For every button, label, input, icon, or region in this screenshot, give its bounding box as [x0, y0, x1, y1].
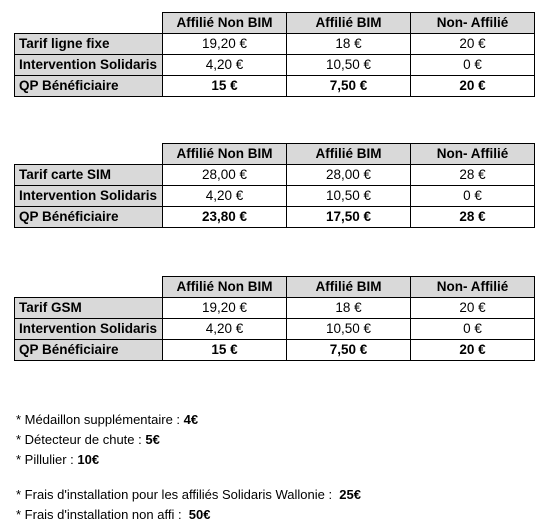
- options-list: [16, 410, 198, 470]
- row-label: Tarif carte SIM: [15, 165, 163, 186]
- row-label: QP Bénéficiaire: [15, 340, 163, 361]
- table-row: [15, 165, 535, 186]
- table-cell: 4,20 €: [163, 55, 287, 76]
- table-row: [15, 298, 535, 319]
- table-cell: 0 €: [411, 186, 535, 207]
- table-header-row: [15, 277, 535, 298]
- installation-price: 25€: [339, 487, 361, 502]
- table-cell: 4,20 €: [163, 186, 287, 207]
- column-header-affilie-non-bim: Affilié Non BIM: [163, 277, 287, 298]
- installation-item-non-affilies: [16, 505, 361, 525]
- empty-corner-cell: [15, 277, 163, 298]
- table-cell: 23,80 €: [163, 207, 287, 228]
- option-label: * Pillulier :: [16, 452, 78, 467]
- installation-label: * Frais d'installation non affi :: [16, 507, 189, 522]
- table-cell: 10,50 €: [287, 186, 411, 207]
- table-cell: 20 €: [411, 76, 535, 97]
- table-cell: 0 €: [411, 55, 535, 76]
- table-cell: 18 €: [287, 298, 411, 319]
- installation-label: * Frais d'installation pour les affiliés Solidaris Wallonie :: [16, 487, 340, 502]
- installation-fees-list: [16, 485, 361, 525]
- table-cell: 20 €: [411, 298, 535, 319]
- row-label: Intervention Solidaris: [15, 186, 163, 207]
- table-cell: 10,50 €: [287, 55, 411, 76]
- table-row-total: [15, 76, 535, 97]
- table-cell: 0 €: [411, 319, 535, 340]
- column-header-affilie-non-bim: Affilié Non BIM: [163, 144, 287, 165]
- table-cell: 15 €: [163, 76, 287, 97]
- column-header-non-affilie: Non- Affilié: [411, 144, 535, 165]
- table-cell: 28 €: [411, 165, 535, 186]
- table-cell: 28 €: [411, 207, 535, 228]
- table-cell: 20 €: [411, 340, 535, 361]
- tarif-gsm-table: [14, 276, 535, 361]
- table-cell: 15 €: [163, 340, 287, 361]
- installation-item-affilies: [16, 485, 361, 505]
- installation-price: 50€: [188, 507, 211, 522]
- table-row: [15, 186, 535, 207]
- column-header-non-affilie: Non- Affilié: [411, 13, 535, 34]
- tarif-ligne-fixe-table: [14, 12, 535, 97]
- table-cell: 17,50 €: [287, 207, 411, 228]
- table-cell: 28,00 €: [163, 165, 287, 186]
- table-cell: 19,20 €: [163, 34, 287, 55]
- row-label: Tarif GSM: [15, 298, 163, 319]
- row-label: QP Bénéficiaire: [15, 76, 163, 97]
- table-cell: 7,50 €: [287, 340, 411, 361]
- empty-corner-cell: [15, 144, 163, 165]
- table-header-row: [15, 144, 535, 165]
- option-item-medaillon: [16, 410, 198, 430]
- table-cell: 7,50 €: [287, 76, 411, 97]
- row-label: QP Bénéficiaire: [15, 207, 163, 228]
- table-row-total: [15, 207, 535, 228]
- column-header-affilie-non-bim: Affilié Non BIM: [163, 13, 287, 34]
- row-label: Intervention Solidaris: [15, 319, 163, 340]
- row-label: Tarif ligne fixe: [15, 34, 163, 55]
- table-row: [15, 34, 535, 55]
- option-price: 10€: [77, 452, 100, 467]
- table-cell: 10,50 €: [287, 319, 411, 340]
- table-cell: 18 €: [287, 34, 411, 55]
- table-cell: 19,20 €: [163, 298, 287, 319]
- row-label: Intervention Solidaris: [15, 55, 163, 76]
- tarif-carte-sim-table: [14, 143, 535, 228]
- option-label: * Détecteur de chute :: [16, 432, 146, 447]
- table-cell: 28,00 €: [287, 165, 411, 186]
- table-cell: 20 €: [411, 34, 535, 55]
- column-header-affilie-bim: Affilié BIM: [287, 277, 411, 298]
- column-header-non-affilie: Non- Affilié: [411, 277, 535, 298]
- option-price: 4€: [183, 412, 199, 427]
- table-row: [15, 319, 535, 340]
- column-header-affilie-bim: Affilié BIM: [287, 144, 411, 165]
- empty-corner-cell: [15, 13, 163, 34]
- table-cell: 4,20 €: [163, 319, 287, 340]
- table-header-row: [15, 13, 535, 34]
- option-label: * Médaillon supplémentaire :: [16, 412, 184, 427]
- option-price: 5€: [145, 432, 160, 447]
- table-row: [15, 55, 535, 76]
- column-header-affilie-bim: Affilié BIM: [287, 13, 411, 34]
- option-item-pillulier: [16, 450, 198, 470]
- option-item-detecteur: [16, 430, 198, 450]
- table-row-total: [15, 340, 535, 361]
